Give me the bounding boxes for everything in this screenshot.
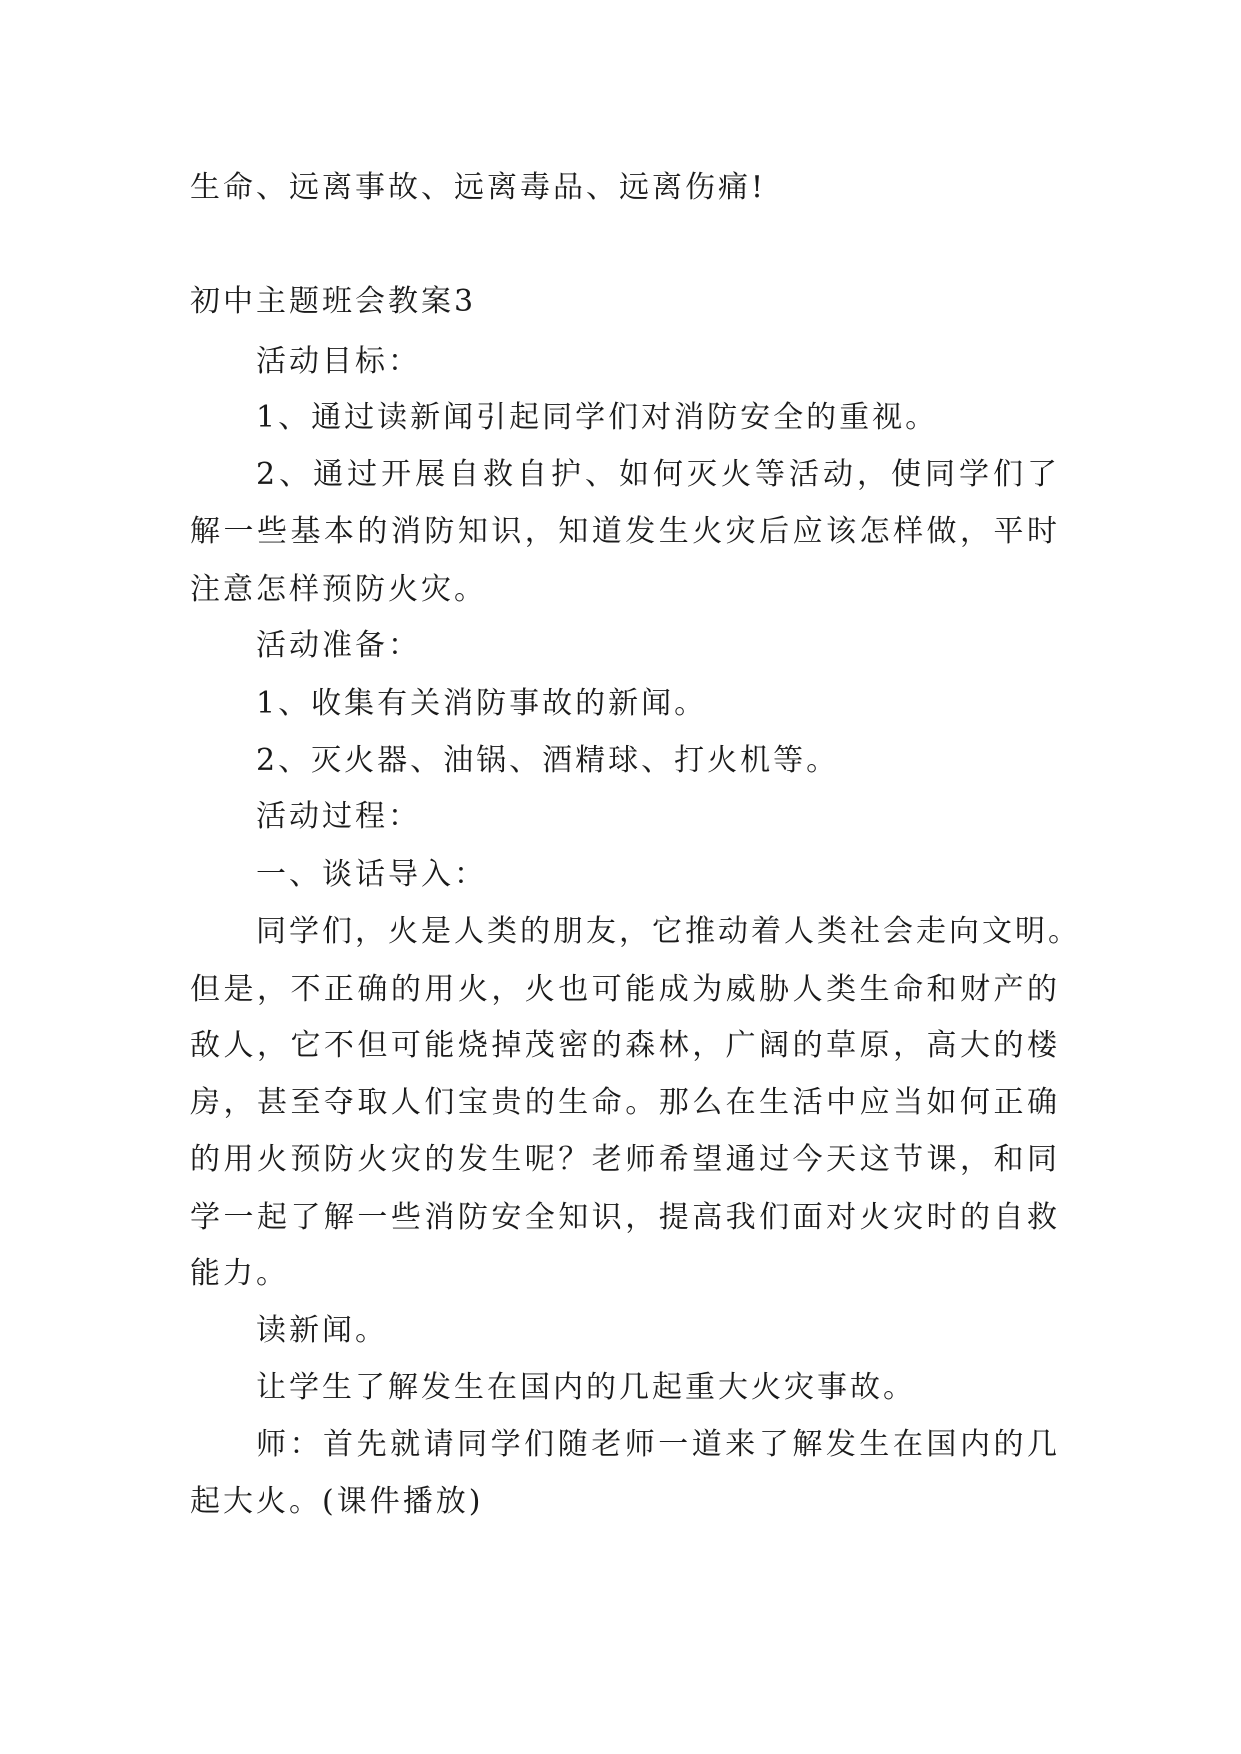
subheading-intro: 一、谈话导入： [256,857,487,892]
section-title: 初中主题班会教案3 [190,284,477,319]
text-line: 读新闻。 [256,1313,388,1348]
text-line: 1、通过读新闻引起同学们对消防安全的重视。 [256,400,939,435]
text-line: 房，甚至夺取人们宝贵的生命。那么在生活中应当如何正确 [190,1085,1060,1120]
heading-activity-process: 活动过程： [256,799,421,834]
text-line: 能力。 [190,1256,289,1291]
text-line: 注意怎样预防火灾。 [190,572,487,607]
text-line: 同学们，火是人类的朋友，它推动着人类社会走向文明。 [256,914,1081,949]
text-line: 1、收集有关消防事故的新闻。 [256,686,708,721]
text-line: 的用火预防火灾的发生呢？老师希望通过今天这节课，和同 [190,1142,1060,1177]
heading-activity-preparation: 活动准备： [256,628,421,663]
text-line: 解一些基本的消防知识，知道发生火灾后应该怎样做，平时 [190,514,1060,549]
text-line: 2、灭火器、油锅、酒精球、打火机等。 [256,743,840,778]
heading-activity-goals: 活动目标： [256,344,421,379]
text-line: 但是，不正确的用火，火也可能成为威胁人类生命和财产的 [190,972,1060,1007]
text-line: 师：首先就请同学们随老师一道来了解发生在国内的几 [256,1427,1060,1462]
text-line: 敌人，它不但可能烧掉茂密的森林，广阔的草原，高大的楼 [190,1028,1060,1063]
text-line: 2、通过开展自救自护、如何灭火等活动，使同学们了 [256,457,1060,492]
text-line: 起大火。(课件播放) [190,1484,484,1519]
text-line: 生命、远离事故、远离毒品、远离伤痛! [190,170,767,205]
text-line: 让学生了解发生在国内的几起重大火灾事故。 [256,1370,916,1405]
text-line: 学一起了解一些消防安全知识，提高我们面对火灾时的自救 [190,1200,1060,1235]
